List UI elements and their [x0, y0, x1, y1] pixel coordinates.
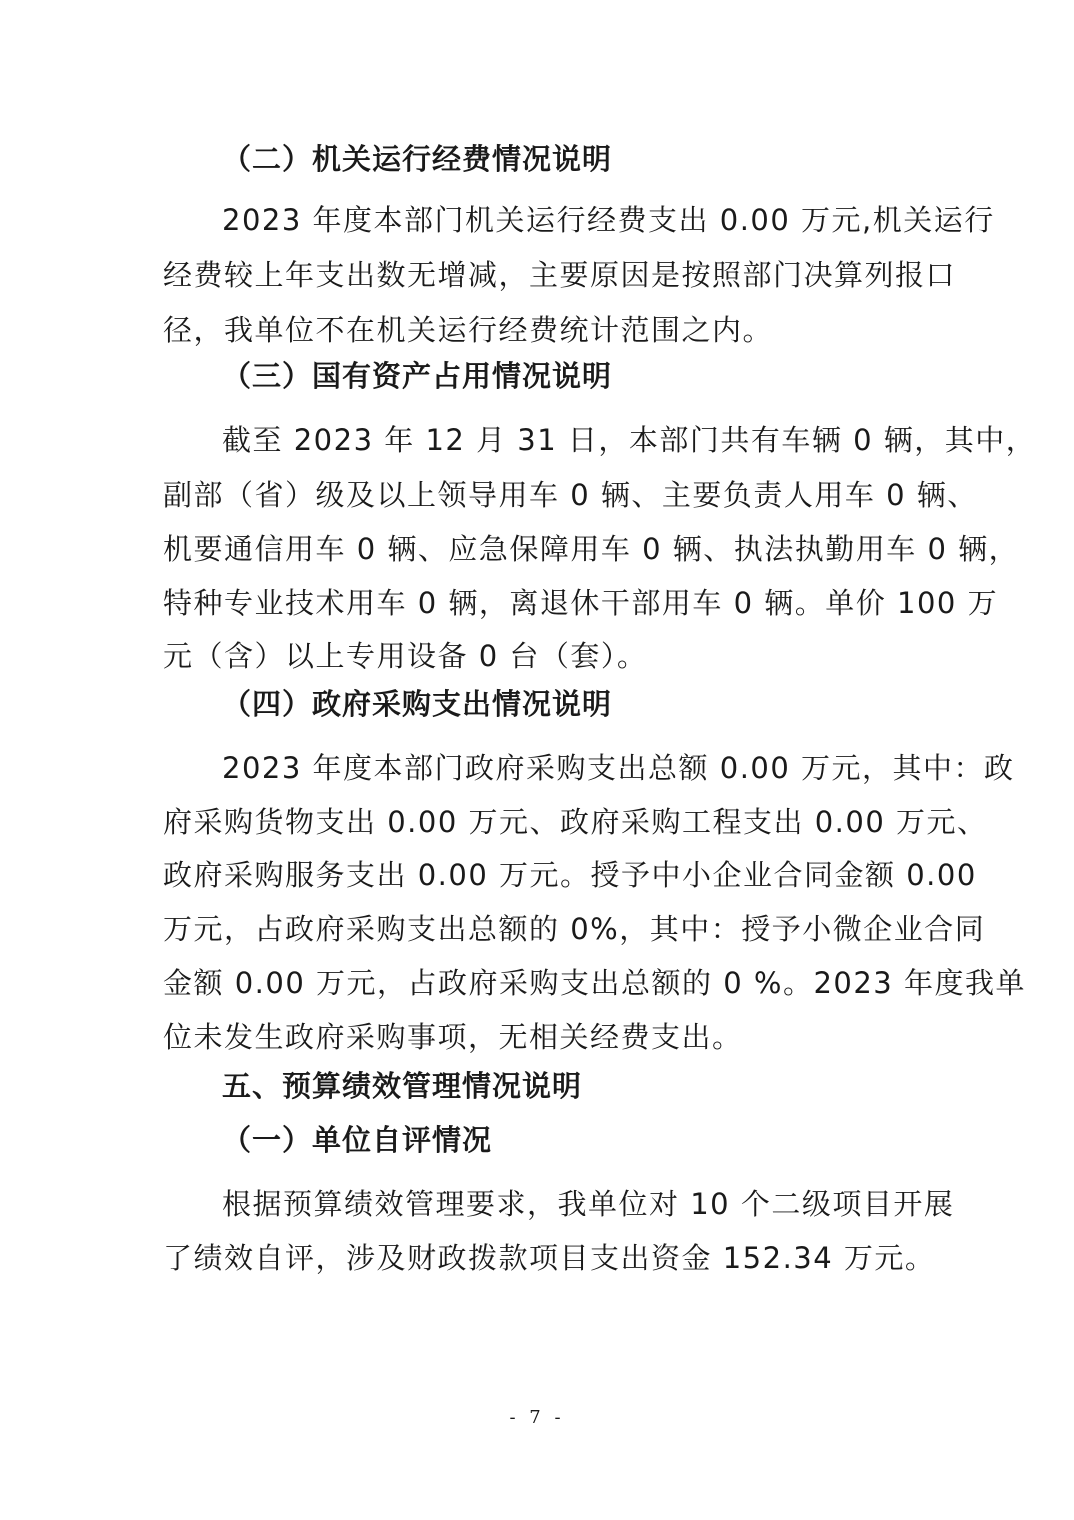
paragraph-line: 机要通信用车 0 辆、应急保障用车 0 辆、执法执勤用车 0 辆， — [163, 532, 1020, 566]
paragraph-line: 位未发生政府采购事项，无相关经费支出。 — [163, 1020, 743, 1054]
section-heading-office-expenses: （二）机关运行经费情况说明 — [222, 142, 613, 176]
paragraph-line: 2023 年度本部门机关运行经费支出 0.00 万元,机关运行 — [222, 203, 995, 237]
paragraph-line: 万元，占政府采购支出总额的 0%，其中：授予小微企业合同 — [163, 912, 986, 946]
paragraph-line: 根据预算绩效管理要求，我单位对 10 个二级项目开展 — [222, 1187, 955, 1221]
paragraph-line: 了绩效自评，涉及财政拨款项目支出资金 152.34 万元。 — [163, 1241, 936, 1275]
paragraph-line: 金额 0.00 万元，占政府采购支出总额的 0 %。2023 年度我单 — [163, 966, 1026, 1000]
paragraph-line: 政府采购服务支出 0.00 万元。授予中小企业合同金额 0.00 — [163, 858, 977, 892]
section-heading-performance: 五、预算绩效管理情况说明 — [222, 1069, 583, 1103]
section-heading-procurement: （四）政府采购支出情况说明 — [222, 687, 613, 721]
paragraph-line: 径，我单位不在机关运行经费统计范围之内。 — [163, 313, 774, 347]
section-heading-state-assets: （三）国有资产占用情况说明 — [222, 359, 613, 393]
paragraph-line: 副部（省）级及以上领导用车 0 辆、主要负责人用车 0 辆、 — [163, 478, 978, 512]
paragraph-line: 府采购货物支出 0.00 万元、政府采购工程支出 0.00 万元、 — [163, 805, 988, 839]
paragraph-line: 截至 2023 年 12 月 31 日，本部门共有车辆 0 辆，其中， — [222, 423, 1037, 457]
paragraph-line: 元（含）以上专用设备 0 台（套）。 — [163, 639, 648, 673]
section-heading-self-evaluation: （一）单位自评情况 — [222, 1123, 493, 1157]
paragraph-line: 2023 年度本部门政府采购支出总额 0.00 万元，其中：政 — [222, 751, 1015, 785]
paragraph-line: 经费较上年支出数无增减，主要原因是按照部门决算列报口 — [163, 258, 957, 292]
page-number: - 7 - — [509, 1407, 565, 1428]
paragraph-line: 特种专业技术用车 0 辆，离退休干部用车 0 辆。单价 100 万 — [163, 586, 999, 620]
